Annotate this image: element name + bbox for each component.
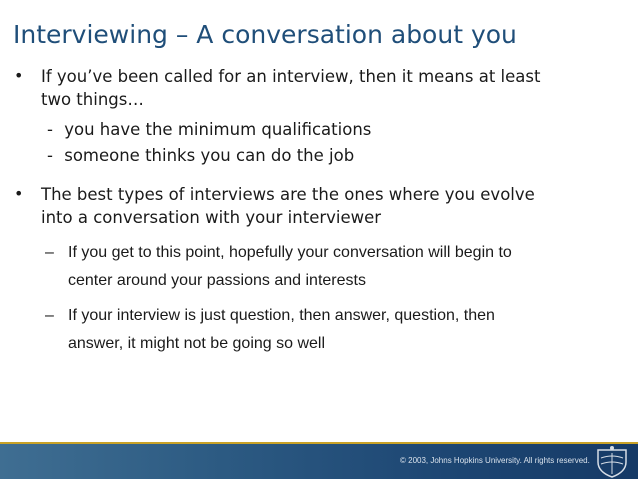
slide-title: Interviewing – A conversation about you (13, 20, 517, 49)
sub-bullet-marker: – (45, 307, 54, 324)
copyright-text: © 2003, Johns Hopkins University. All rights reserved. (400, 456, 590, 465)
sub-bullet-text: someone thinks you can do the job (64, 146, 355, 165)
sub-bullet-marker: - (47, 120, 53, 139)
sub-bullet-text: you have the minimum qualifications (64, 120, 372, 139)
sub-bullet-2-1-text (68, 239, 512, 295)
sub-bullet-1-2 (47, 145, 354, 168)
sub-bullet-line: answer, it might not be going so well (68, 335, 326, 352)
bullet-marker: • (14, 184, 24, 203)
sub-bullet-2-2-text (68, 302, 495, 358)
footer-accent-line (0, 442, 638, 444)
bullet-2-line-2: into a conversation with your interviewer (41, 207, 382, 227)
bullet-2-line-1: The best types of interviews are the ones where you evolve (41, 185, 535, 204)
sub-bullet-marker: - (47, 146, 53, 165)
sub-bullet-line: center around your passions and interests (68, 272, 366, 289)
university-shield-icon (592, 444, 632, 479)
bullet-1-text (41, 66, 581, 111)
sub-bullet-line: If your interview is just question, then answer, question, then (68, 307, 495, 324)
bullet-1-line-1: If you’ve been called for an interview, then it means at least (41, 67, 541, 86)
sub-bullet-line: If you get to this point, hopefully your conversation will begin to (68, 244, 512, 261)
sub-bullet-1-1 (47, 119, 371, 142)
bullet-1-line-2: two things… (41, 89, 144, 109)
bullet-marker: • (14, 66, 24, 85)
bullet-2-text (41, 184, 581, 229)
sub-bullet-marker: – (45, 244, 54, 261)
